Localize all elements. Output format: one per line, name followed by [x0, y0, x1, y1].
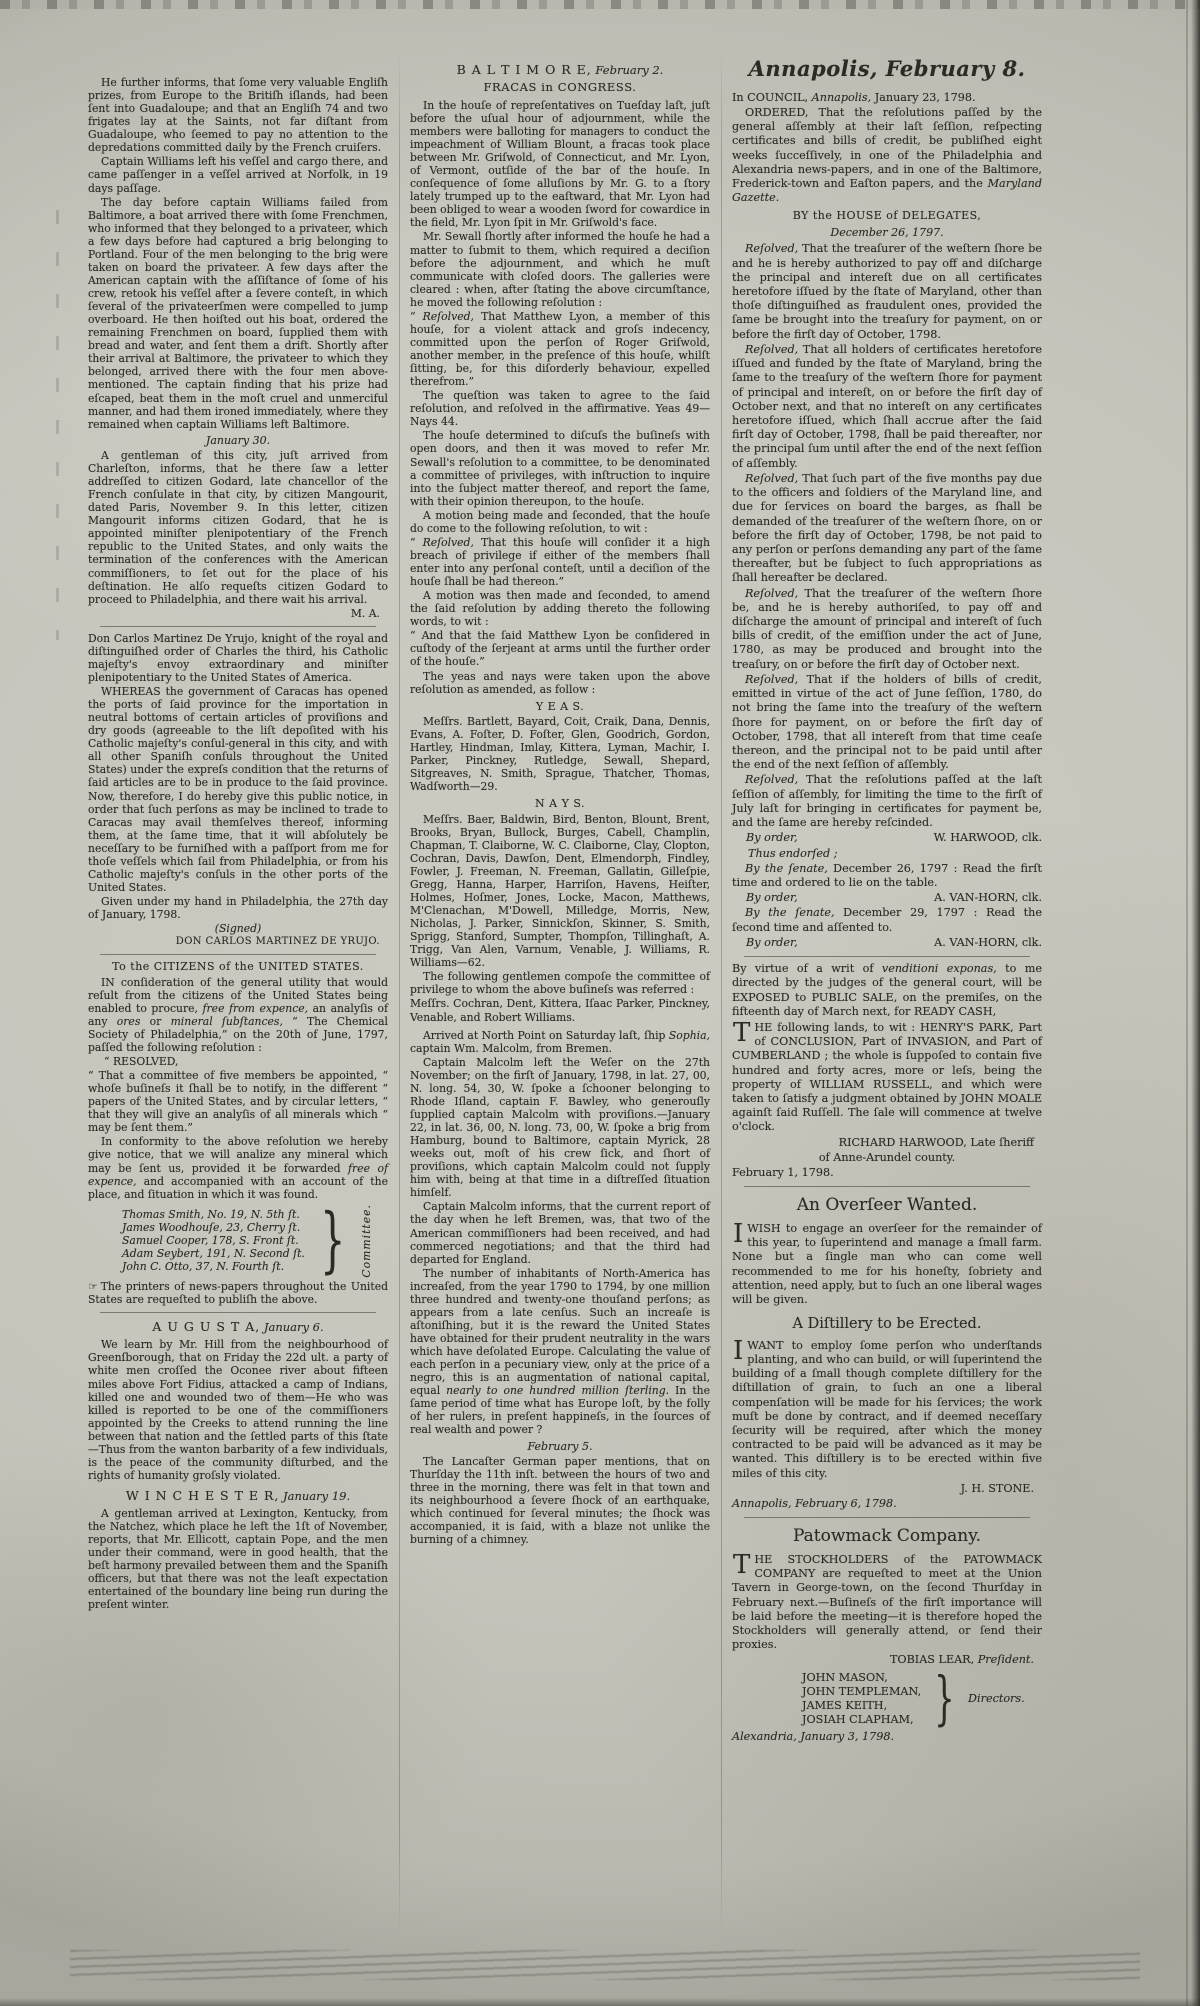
article-paragraph: Reſolved, That the reſolutions paſſed at the laſt ſeſſion of aſſembly, for limiting the time to the firſt of July laſt for bringing in certificates for payment be, and the ſame are hereby reſcinded.: [732, 773, 1042, 830]
article-paragraph: Mr. Sewall ſhortly after informed the houſe he had a matter to ſubmit to them, which required a deciſion before the adjournment, and which he muſt communicate with cloſed doors. The galleries were cleared : when, after ſtating the above circumſtance, he moved the following reſolution :: [410, 230, 710, 309]
article-subheading: FRACAS in CONGRESS.: [483, 79, 637, 94]
column-left: [88, 56, 388, 1746]
brace-glyph: }: [934, 1664, 955, 1733]
signature-line: TOBIAS LEAR, Preſident.: [889, 1653, 1034, 1667]
brace-label: Committee.: [360, 1203, 374, 1278]
article-paragraph: “ And that the ſaid Matthew Lyon be conſidered in cuſtody of the ſerjeant at arms until the further order of the houſe.”: [410, 629, 710, 669]
article-paragraph: The houſe determined to diſcuſs the buſineſs with open doors, and then it was moved to refer Mr. Sewall's reſolution to a committee, to be denominated a committee of privileges, with inſtruction to inquire into the ſubject matter thereof, and report the ſame, with their opinion thereupon, to the houſe.: [410, 429, 710, 508]
article-paragraph: We learn by Mr. Hill from the neighbourhood of Greenſborough, that on Friday the 22d ult. a party of white men croſſed the Oconee river about fifteen miles above Fort Fidius, attacked a camp of Indians, killed one and wounded two of them—He who was killed is reported to be one of the commiſſioners appointed by the Creeks to attend running the line between that nation and the ſettled parts of this ſtate—Thus from the wanton barbarity of a few individuals, is the peace of the community diſturbed, and the rights of humanity groſsly violated.: [88, 1338, 388, 1482]
section-rule: [744, 1517, 1030, 1518]
attribution-row: [732, 831, 1042, 845]
article-paragraph: “ Reſolved, That this houſe will conſider it a high breach of privilege if either of the members ſhall enter into any perſonal conteſt, until a deciſion of the houſe ſhall be had thereon.”: [410, 535, 710, 589]
brace-name: JOHN TEMPLEMAN,: [802, 1684, 922, 1698]
attribution-row: [732, 891, 1042, 905]
dateline-date: January 19.: [279, 1489, 351, 1503]
article-paragraph: IN conſideration of the general utility that would reſult from the citizens of the United States being enabled to procure, free from expence, an analyſis of any ores or mineral ſubſtances, “ The Chemical Society of Philadelphia,” on the 20th of June, 1797, paſſed the following reſolution :: [88, 975, 389, 1054]
brace-glyph: }: [320, 1198, 346, 1282]
column-right: [732, 56, 1042, 1746]
article-paragraph: Reſolved, That the treaſurer of the weſtern ſhore be, and he is hereby authoriſed, to pay off and diſcharge the amount of principal and intereſt of ſuch bills of credit, of the emiſſion under the act of June, 1780, as may be produced and brought into the treaſury, on or before the firſt day of October next.: [732, 586, 1042, 671]
advert-heading: An Overſeer Wanted.: [796, 1195, 978, 1216]
brace-name: JOHN MASON,: [802, 1670, 888, 1684]
brace-name: Thomas Smith, No. 19, N. 5th ſt.: [122, 1207, 300, 1221]
scan-edge-right: [1191, 0, 1200, 2006]
dateline-date: January 6.: [260, 1320, 324, 1335]
section-rule: [100, 954, 376, 955]
article-paragraph: THE STOCKHOLDERS of the PATOWMACK COMPANY are requeſted to meet at the Union Tavern in George-town, on the ſecond Thurſday in February next.—Buſineſs of the firſt importance will be laid before the meeting—it is therefore hoped the Stockholders will generally attend, or ſend their proxies.: [732, 1549, 1042, 1652]
brace-name: JAMES KEITH,: [802, 1699, 888, 1713]
section-masthead: Annapolis, February 8.: [748, 56, 1026, 81]
article-paragraph: ORDERED, That the reſolutions paſſed by the general aſſembly at their laſt ſeſſion, reſpecting certificates and bills of credit, be publiſhed eight weeks ſucceſſively, in one of the Philadelphia and Alexandria news-papers, and in one of the Baltimore, Frederick-town and Eaſton papers, and the Maryland Gazette.: [732, 105, 1042, 205]
attribution-right: A. VAN-HORN, clk.: [934, 935, 1042, 949]
date-subheading: December 26, 1797.: [830, 226, 944, 240]
date-subheading: February 5.: [527, 1439, 593, 1453]
dateline-date: February 2.: [591, 63, 664, 77]
article-paragraph: THE following lands, to wit : HENRY'S PARK, Part of CONCLUSION, Part of INVASION, and Part of CUMBERLAND ; the whole is ſuppoſed to contain five hundred and forty acres, more or leſs, being the property of WILLIAM RUSSELL, and which were taken to ſatisfy a judgment obtained by JOHN MOALE againſt ſaid Ruſſell. The ſale will commence at twelve o'clock.: [732, 1017, 1042, 1134]
section-rule: [744, 956, 1030, 957]
signature-line: J. H. STONE.: [960, 1481, 1034, 1495]
article-paragraph: February 1, 1798.: [732, 1166, 834, 1180]
brace-list: [802, 1664, 1042, 1733]
article-paragraph: In COUNCIL, Annapolis, January 23, 1798.: [732, 90, 976, 104]
article-paragraph: The number of inhabitants of North-America has increaſed, from the year 1790 to 1794, by one million three hundred and twenty-one thouſand perſons; as appears from a late cenſus. Such an increaſe is aſtoniſhing, but it is the reward the United States have obtained for their prudent neutrality in the wars which have deſolated Europe. Calculating the value of each perſon in a pecuniary view, only at the price of a negro, this is an augmentation of national capital, equal nearly to one hundred million ſterling. In the ſame period of time what has Europe loſt, by the folly of her rulers, in preſent happineſs, in the ſources of real wealth and power ?: [410, 1266, 710, 1437]
article-paragraph: “ Reſolved, That Matthew Lyon, a member of this houſe, for a violent attack and groſs indecency, committed upon the perſon of Roger Griſwold, another member, in the preſence of this houſe, whilſt ſitting, be, for this diſorderly behaviour, expelled therefrom.”: [410, 309, 710, 389]
pointing-hand-icon: ☞: [88, 1280, 98, 1294]
article-paragraph: Reſolved, That if the holders of bills of credit, emitted in virtue of the act of June ſeſſion, 1780, do not bring the ſame into the treaſury of the weſtern ſhore for payment, on or before the firſt day of October, 1798, that all intereſt from that time ceaſe thereon, and the principal not to be paid until after the end of the next ſeſſion of aſſembly.: [732, 672, 1042, 772]
brace-names: [802, 1671, 921, 1728]
article-paragraph: Meſſrs. Baer, Baldwin, Bird, Benton, Blount, Brent, Brooks, Bryan, Bullock, Burges, Cabell, Champlin, Chapman, T. Claiborne, W. C. Claiborne, Clay, Clopton, Cochran, Davis, Dawſon, Dent, Elmendorph, Findley, Fowler, J. Freeman, N. Freeman, Gallatin, Gilleſpie, Gregg, Hanna, Harper, Harriſon, Havens, Heiſter, Holmes, Hoſmer, Jones, Locke, Macon, Matthews, M'Clenachan, M'Dowell, Milledge, Morris, New, Nicholas, J. Parker, Sinnickſon, Skinner, S. Smith, Sprigg, Stanford, Sumpter, Thompſon, Tillinghaſt, A. Trigg, Van Alen, Varnum, Venable, J. Williams, R. Williams—62.: [410, 812, 710, 970]
section-rule: [100, 626, 376, 627]
article-paragraph: Meſſrs. Cochran, Dent, Kittera, Iſaac Parker, Pinckney, Venable, and Robert Williams.: [410, 997, 710, 1024]
article-paragraph: ☞ The printers of news-papers throughout the United States are requeſted to publiſh the above.: [88, 1280, 388, 1307]
brace-name: John C. Otto, 37, N. Fourth ſt.: [122, 1260, 285, 1274]
article-paragraph: A gentleman of this city, juſt arrived from Charleſton, informs, that he there ſaw a letter addreſſed to citizen Godard, late chancellor of the French conſulate in that city, by citizen Mangourit, dated Paris, November 9. In this letter, citizen Mangourit informs citizen Godard, that he is appointed miniſter plenipotentiary of the French republic to the United States, and only waits the termination of the conferences with the American commiſſioners, to ſet out for the place of his deſtination. He alſo requeſts citizen Godard to proceed to Philadelphia, and there wait his arrival.: [88, 448, 388, 606]
article-paragraph: Reſolved, That all holders of certificates heretofore iſſued and funded by the ſtate of Maryland, bring the ſame to the treaſury of the weſtern ſhore for payment of principal and intereſt, on or before the firſt day of October next, and that no intereſt on any certificates heretofore iſſued, which ſhall accrue after the ſaid firſt day of October, 1798, ſhall be paid thereafter, nor the principal ſum until after the end of the next ſeſſion of aſſembly.: [732, 342, 1042, 470]
attribution-row: [732, 936, 1042, 950]
brace-name: Adam Seybert, 191, N. Second ſt.: [122, 1247, 305, 1261]
signature-line: DON CARLOS MARTINEZ DE YRUJO.: [175, 936, 380, 948]
brace-name: James Woodhouſe, 23, Cherry ſt.: [122, 1220, 301, 1234]
attribution-left: By order,: [746, 891, 798, 905]
article-paragraph: The day before captain Williams failed from Baltimore, a boat arrived there with ſome Frenchmen, who informed that they belonged to a privateer, which a few days before had captured a brig belonging to Portland. Four of the men belonging to the brig were taken on board the privateer. A few days after the American captain with the aſſiſtance of ſome of his crew, retook his veſſel after a ſevere conteſt, in which ſeveral of the privateerſmen were compelled to jump overboard. He then hoiſted out his boat, ordered the remaining Frenchmen on board, ſupplied them with bread and water, and ſent them a drift. Shortly after their arrival at Baltimore, the privateer to which they belonged, arrived there with the four men above-mentioned. The captain finding that his prize had eſcaped, beat them in the moſt cruel and unmerciful manner, and had them ironed immediately, where they remained when captain Williams left Baltimore.: [88, 195, 388, 431]
article-paragraph: Captain Malcolm informs, that the current report of the day when he left Bremen, was, that two of the American commiſſioners had been received, and had commerced negotiations; and that the third had departed for England.: [410, 1200, 710, 1266]
article-paragraph: Given under my hand in Philadelphia, the 27th day of January, 1798.: [88, 895, 388, 922]
brace-names: [122, 1208, 305, 1273]
page-content: [88, 56, 1042, 1746]
section-rule: [744, 1186, 1030, 1187]
scan-fold-line: [1186, 0, 1188, 2006]
article-paragraph: IWISH to engage an overſeer for the remainder of this year, to ſuperintend and manage a ſmall farm. None but a ſingle man who can come well recommended to me for his honeſty, ſobriety and attention, need apply, but to ſuch an one liberal wages will be given.: [732, 1218, 1042, 1307]
centered-heading: Y E A S.: [535, 699, 585, 713]
signature-line: (Signed): [214, 922, 262, 936]
centered-heading: N A Y S.: [535, 797, 585, 811]
brace-label: Directors.: [968, 1691, 1025, 1705]
section-rule: [100, 1312, 376, 1313]
scan-artifact-left: [56, 210, 59, 640]
article-paragraph: WHEREAS the government of Caracas has opened the ports of ſaid province for the importation in neutral bottoms of certain articles of proviſions and dry goods (agreeable to the liſt depoſited with his Catholic majeſty's conſul-general in this city, and with all other Spaniſh conſuls throughout the United States) under the expreſs condition that the returns of ſaid articles are to be in produce to the ſaid province. Now, therefore, I do hereby give this public notice, in order that ſuch perſons as may be inclined to trade to Caracas may avail themſelves thereof, informing them, at the ſame time, that it will abſolutely be neceſſary to be furniſhed with a paſſport from me for thoſe veſſels which ſail from Philadelphia, or from his Catholic majeſty's conſuls in the other ports of the United States.: [88, 685, 388, 894]
date-subheading: January 30.: [205, 433, 271, 447]
dateline-heading: [410, 62, 710, 78]
attribution-right: A. VAN-HORN, clk.: [934, 891, 1042, 905]
article-paragraph: The following gentlemen compoſe the committee of privilege to whom the above buſineſs was referred :: [410, 970, 710, 997]
article-paragraph: Reſolved, That the treaſurer of the weſtern ſhore be and he is hereby authorized to pay off and diſcharge the principal and intereſt due on all certificates heretofore iſſued by the ſtate of Maryland, other than thoſe diſtinguiſhed as fraudulent ones, provided the ſame be brought into the treaſury for payment, on or before the firſt day of October, 1798.: [732, 242, 1042, 341]
article-paragraph: Annapolis, February 6, 1798.: [732, 1497, 897, 1511]
dateline-city: A U G U S T A,: [152, 1319, 261, 1335]
brace-list: [122, 1198, 388, 1282]
article-paragraph: The Lancaſter German paper mentions, that on Thurſday the 11th inſt. between the hours of two and three in the morning, there was felt in that town and its neighbourhood a ſevere ſhock of an earthquake, which continued for ſeveral minutes; the ſhock was accompanied, it is ſaid, with a blaze not unlike the burning of a chimney.: [410, 1454, 710, 1547]
article-paragraph: “ That a committee of five members be appointed, “ whoſe buſineſs it ſhall be to notify, in the different “ papers of the United States, and by circular letters, “ that they will give an analyſis of all minerals which “ may be ſent them.”: [88, 1069, 388, 1135]
centered-heading: To the CITIZENS of the UNITED STATES.: [112, 960, 364, 974]
dateline-heading: [88, 1319, 388, 1335]
article-paragraph: In the houſe of repreſentatives on Tueſday laſt, juſt before the uſual hour of adjournment, while the members were balloting for managers to conduct the impeachment of William Blount, a fracas took place between Mr. Griſwold, of Connecticut, and Mr. Lyon, of Vermont, outſide of the bar of the houſe. In conſequence of ſome alluſions by Mr. G. to a ſtory lately trumped up to the eaſtward, that Mr. Lyon had been obliged to wear a wooden ſword for cowardice in the field, Mr. Lyon ſpit in Mr. Griſwold's face.: [410, 98, 710, 230]
article-paragraph: The yeas and nays were taken upon the above reſolution as amended, as follow :: [410, 669, 710, 696]
article-paragraph: Captain Malcolm left the Weſer on the 27th November; on the firſt of January, 1798, in lat. 27, 00, N. long. 54, 30, W. ſpoke a ſchooner belonging to Rhode Iſland, captain F. Bawley, who generouſly ſupplied captain Malcolm with proviſions.—January 22, in lat. 36, 00, N. long. 73, 00, W. ſpoke a brig from Hamburg, bound to Baltimore, captain Myrick, 28 weeks out, moſt of his crew ſick, and ſhort of proviſions, which captain Malcolm could not ſupply him with, being at that time in a diſtreſſed ſituation himſelf.: [410, 1055, 710, 1200]
column-middle: [410, 56, 710, 1746]
centered-heading: BY the HOUSE of DELEGATES,: [792, 209, 982, 223]
article-paragraph: Alexandria, January 3, 1798.: [732, 1730, 895, 1744]
scan-artifact-top: [0, 0, 1200, 9]
article-paragraph: Don Carlos Martinez De Yrujo, knight of the royal and diſtinguiſhed order of Charles the third, his Catholic majeſty's envoy extraordinary and miniſter plenipotentiary to the United States of America.: [88, 631, 388, 684]
dateline-city: B A L T I M O R E,: [456, 62, 592, 77]
article-paragraph: Arrived at North Point on Saturday laſt, ſhip Sophia, captain Wm. Malcolm, from Bremen.: [410, 1028, 710, 1055]
article-paragraph: A motion was then made and ſeconded, to amend the ſaid reſolution by adding thereto the following words, to wit :: [410, 589, 710, 629]
article-paragraph: In conformity to the above reſolution we hereby give notice, that we will analize any mineral which may be ſent us, provided it be forwarded free of expence, and accompanied with an account of the place, and ſituation in which it was found.: [88, 1135, 388, 1201]
article-paragraph: Meſſrs. Bartlett, Bayard, Coit, Craik, Dana, Dennis, Evans, A. Foſter, D. Foſter, Glen, Goodrich, Gordon, Hartley, Hindman, Imlay, Kittera, Lyman, Machir, I. Parker, Pinckney, Rutledge, Sewall, Shepard, Sitgreaves, N. Smith, Sprague, Thatcher, Thomas, Wadſworth—29.: [410, 714, 710, 794]
article-paragraph: Captain Williams left his veſſel and cargo there, and came paſſenger in a veſſel arrived at Norfolk, in 19 days paſſage.: [88, 155, 388, 195]
advert-heading: Patowmack Company.: [793, 1526, 981, 1547]
dateline-city: W I N C H E S T E R,: [125, 1488, 280, 1503]
signature-line: M. A.: [350, 606, 380, 620]
article-paragraph: By virtue of a writ of venditioni exponas, to me directed by the judges of the general court, will be EXPOSED to PUBLIC SALE, on the premiſes, on the fifteenth day of March next, for READY CASH,: [732, 962, 1042, 1018]
article-paragraph: IWANT to employ ſome perſon who underſtands planting, and who can build, or will ſuperintend the building of a ſmall though complete diſtillery for the diſtillation of grain, to ſuch an one a liberal compenſation will be made for his ſervices; the work muſt be done by contract, and if deemed neceſſary ſecurity will be required, after which the money contracted to be paid will be advanced as it may be wanted. This diſtillery is to be erected within five miles of this city.: [732, 1335, 1042, 1480]
article-paragraph: He further informs, that ſome very valuable Engliſh prizes, from Europe to the Britiſh iſlands, had been ſent into Guadaloupe; and that an Engliſh 74 and two frigates lay at the Saints, not far diſtant from Guadaloupe, who ſeemed to pay no attention to the depredations committed daily by the French cruiſers.: [88, 76, 388, 155]
advert-heading: A Diſtillery to be Erected.: [792, 1316, 982, 1333]
article-paragraph: A gentleman arrived at Lexington, Kentucky, from the Natchez, which place he left the 1ſt of November, reports, that Mr. Ellicott, captain Pope, and the men under their command, were in good health, that the beſt harmony prevailed between them and the Spaniſh officers, but that there was not the leaſt expectation entertained of the boundary line being run during the preſent winter.: [88, 1506, 388, 1612]
article-paragraph: Reſolved, That ſuch part of the five months pay due to the officers and ſoldiers of the Maryland line, and due for ſervices on board the barges, as ſhall be demanded of the treaſurer of the weſtern ſhore, on or before the firſt day of October, 1798, be not paid to any perſon or perſons demanding any part of the ſame thereafter, but be ſubject to ſuch appropriations as ſhall hereafter be declared.: [732, 471, 1042, 585]
signature-line: of Anne-Arundel county.: [818, 1150, 956, 1164]
dateline-heading: [88, 1488, 388, 1504]
signature-line: Thus endorſed ;: [748, 846, 838, 860]
brace-name: Samuel Cooper, 178, S. Front ſt.: [122, 1233, 299, 1247]
article-paragraph: A motion being made and ſeconded, that the houſe do come to the following reſolution, to wit :: [410, 508, 710, 535]
scan-artifact-bottom: [70, 1950, 1140, 1980]
attribution-left: By order,: [746, 935, 798, 949]
article-paragraph: By the ſenate, December 26, 1797 : Read the firſt time and ordered to lie on the table.: [732, 861, 1042, 889]
signature-line: RICHARD HARWOOD, Late ſheriff: [838, 1135, 1034, 1149]
signature-line: “ RESOLVED,: [104, 1055, 179, 1068]
brace-name: JOSIAH CLAPHAM,: [802, 1713, 914, 1727]
attribution-left: By order,: [746, 831, 798, 845]
scan-edge-bottom: [0, 1998, 1200, 2006]
attribution-right: W. HARWOOD, clk.: [933, 831, 1042, 845]
article-paragraph: By the ſenate, December 29, 1797 : Read the ſecond time and aſſented to.: [732, 906, 1042, 934]
article-paragraph: The queſtion was taken to agree to the ſaid reſolution, and reſolved in the affirmative. Yeas 49—Nays 44.: [410, 389, 710, 429]
